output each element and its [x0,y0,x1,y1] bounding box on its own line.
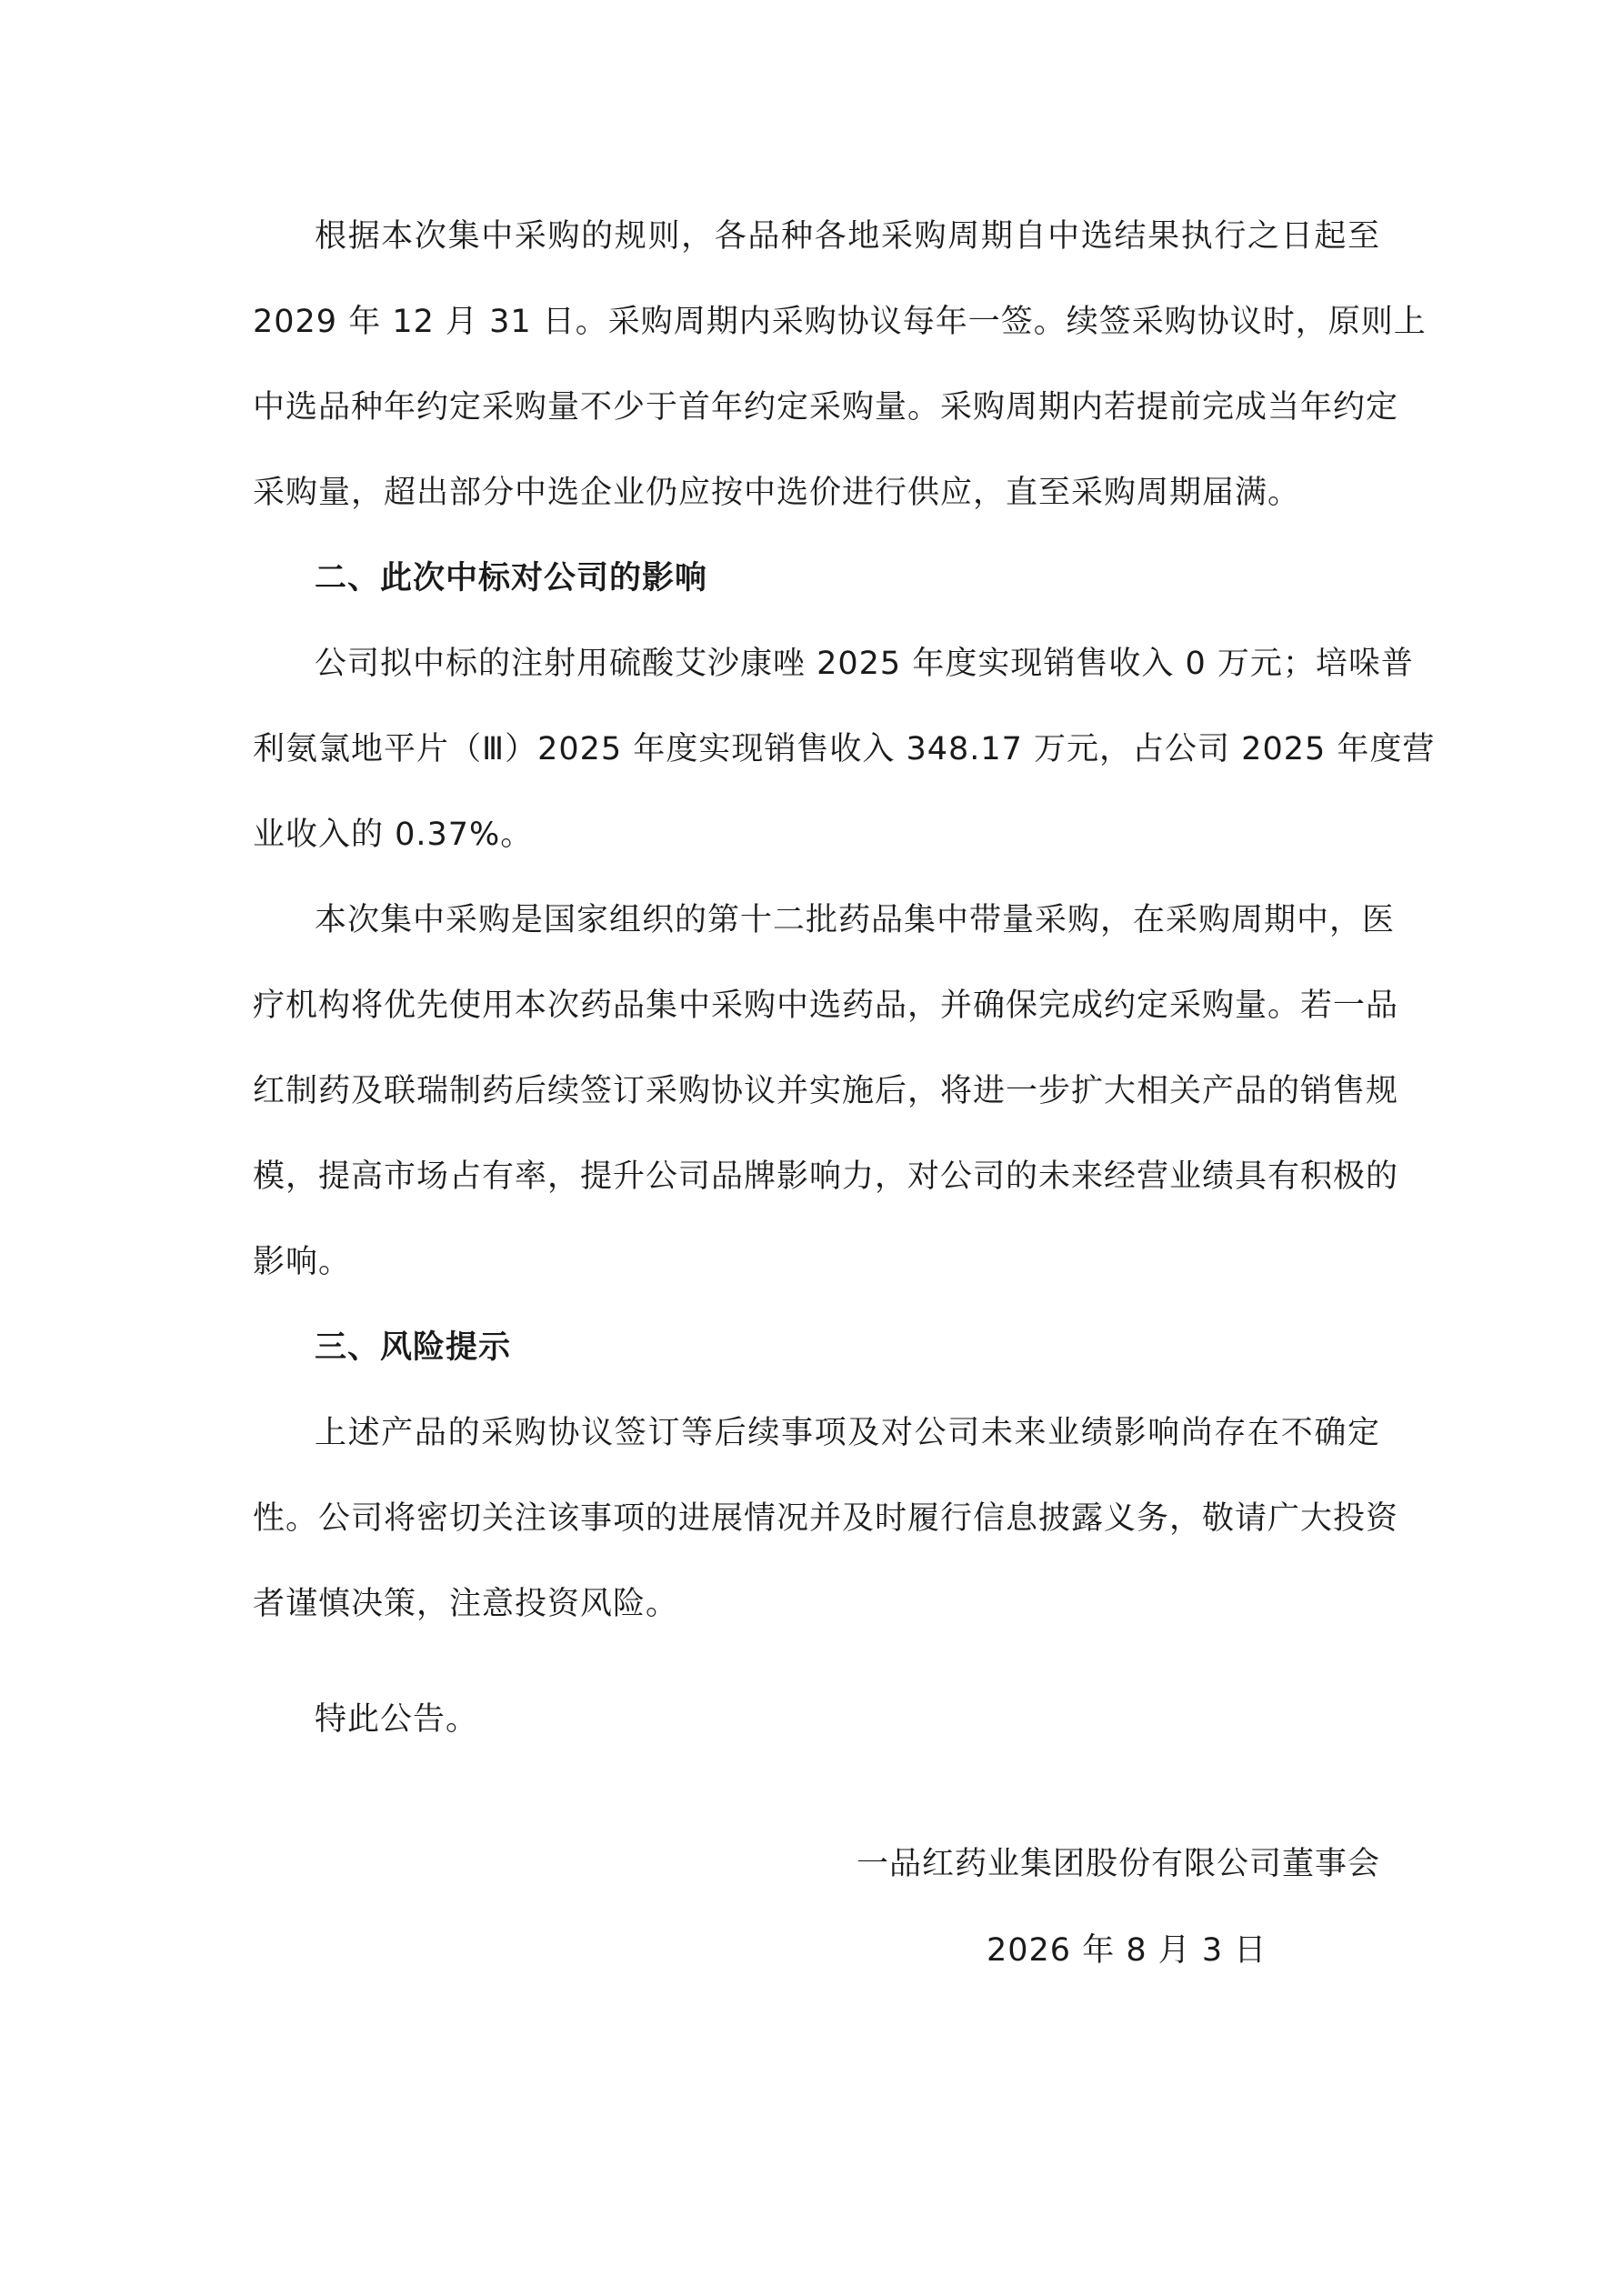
paragraph3-line3: 红制药及联瑞制药后续签订采购协议并实施后，将进一步扩大相关产品的销售规 [253,1073,1399,1109]
signature-date: 2026 年 8 月 3 日 [987,1932,1267,1969]
section-heading-impact: 二、此次中标对公司的影响 [315,560,708,597]
paragraph2-line1: 公司拟中标的注射用硫酸艾沙康唑 2025 年度实现销售收入 0 万元；培哚普 [315,646,1414,682]
paragraph4-line2: 性。公司将密切关注该事项的进展情况并及时履行信息披露义务，敬请广大投资 [253,1500,1399,1537]
paragraph3-line1: 本次集中采购是国家组织的第十二批药品集中带量采购，在采购周期中，医 [315,902,1396,938]
paragraph2-line3: 业收入的 0.37%。 [253,817,534,853]
section-heading-risk: 三、风险提示 [315,1329,512,1366]
paragraph1-line4: 采购量，超出部分中选企业仍应按中选价进行供应，直至采购周期届满。 [253,475,1301,511]
paragraph4-line3: 者谨慎决策，注意投资风险。 [253,1586,679,1622]
paragraph2-line2: 利氨氯地平片（Ⅲ）2025 年度实现销售收入 348.17 万元，占公司 2025 年度营 [253,731,1436,767]
paragraph3-line5: 影响。 [253,1244,352,1280]
paragraph1-line2: 2029 年 12 月 31 日。采购周期内采购协议每年一签。续签采购协议时，原则上 [253,304,1427,340]
paragraph3-line4: 模，提高市场占有率，提升公司品牌影响力，对公司的未来经营业绩具有积极的 [253,1158,1399,1195]
paragraph1-line3: 中选品种年约定采购量不少于首年约定采购量。采购周期内若提前完成当年约定 [253,389,1399,426]
paragraph1-line1: 根据本次集中采购的规则，各品种各地采购周期自中选结果执行之日起至 [315,218,1380,255]
signature-company: 一品红药业集团股份有限公司董事会 [856,1846,1380,1882]
closing-text: 特此公告。 [315,1701,479,1738]
paragraph3-line2: 疗机构将优先使用本次药品集中采购中选药品，并确保完成约定采购量。若一品 [253,988,1399,1024]
paragraph4-line1: 上述产品的采购协议签订等后续事项及对公司未来业绩影响尚存在不确定 [315,1415,1380,1451]
